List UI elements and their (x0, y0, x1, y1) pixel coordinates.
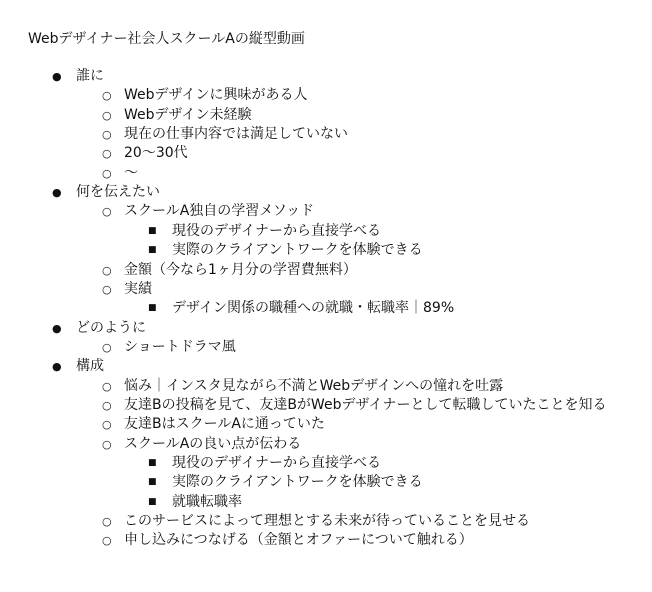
outline-item-text: 実績 (124, 280, 152, 297)
outline-item-level-1 (52, 67, 104, 86)
outline-item-text: 誰に (76, 68, 104, 84)
outline-item-level-3 (148, 222, 382, 241)
bullet-marker: ○ (102, 89, 112, 103)
outline-item-level-2 (102, 415, 325, 434)
outline-item-level-2 (102, 202, 315, 221)
outline-item-text: ショートドラマ風 (124, 338, 236, 355)
outline-item-level-1 (52, 319, 146, 338)
bullet-marker: ○ (102, 515, 112, 529)
bullet-marker: ○ (102, 379, 112, 393)
bullet-marker: ○ (102, 147, 112, 161)
outline-item-text: 現役のデザイナーから直接学べる (172, 222, 382, 239)
document-title: Webデザイナー社会人スクールAの縦型動画 (28, 31, 305, 47)
outline-item-text: 20〜30代 (124, 145, 188, 162)
bullet-marker: ● (52, 360, 62, 374)
outline-item-text: 現在の仕事内容では満足していない (124, 126, 348, 143)
bullet-marker: ○ (102, 166, 112, 180)
bullet-marker: ■ (148, 245, 157, 256)
outline-item-text: 友達Bの投稿を見て、友達BがWebデザイナーとして転職していたことを知る (124, 396, 607, 413)
outline-item-text: 現役のデザイナーから直接学べる (172, 455, 382, 471)
outline-item-level-2 (102, 144, 188, 163)
bullet-marker: ● (52, 321, 62, 335)
bullet-marker: ○ (102, 340, 112, 354)
bullet-marker: ○ (102, 108, 112, 122)
outline-item-level-2 (102, 261, 357, 280)
outline-item-text: Webデザインに興味がある人 (124, 87, 308, 104)
outline-item-level-2 (102, 106, 252, 125)
bullet-marker: ■ (148, 458, 157, 468)
outline-item-level-3 (148, 493, 242, 512)
bullet-marker: ○ (102, 534, 112, 548)
outline-item-level-2 (102, 86, 308, 105)
bullet-marker: ■ (148, 303, 157, 314)
bullet-marker: ○ (102, 205, 112, 219)
bullet-marker: ■ (148, 477, 157, 488)
outline-item-text: デザイン関係の職種への就職・転職率｜89% (172, 300, 455, 317)
outline-item-text: 構成 (76, 358, 104, 375)
outline-item-level-1 (52, 357, 104, 376)
outline-item-level-2 (102, 125, 348, 144)
outline-item-level-3 (148, 454, 382, 473)
outline-item-level-2 (102, 396, 607, 415)
outline-item-level-2 (102, 338, 236, 357)
outline-item-text: 実際のクライアントワークを体験できる (172, 474, 423, 491)
outline-item-level-2 (102, 512, 530, 531)
outline-item-level-2 (102, 164, 138, 183)
outline-item-text: 申し込みにつなげる（金額とオファーについて触れる） (124, 532, 473, 549)
outline-item-level-3 (148, 473, 423, 492)
outline-item-text: Webデザイン未経験 (124, 106, 252, 123)
outline-item-level-2 (102, 377, 504, 396)
bullet-marker: ● (52, 70, 62, 83)
outline-item-text: 〜 (124, 164, 138, 181)
bullet-marker: ○ (102, 128, 112, 142)
outline-item-text: どのように (76, 319, 146, 336)
bullet-marker: ○ (102, 282, 112, 296)
outline-item-text: 実際のクライアントワークを体験できる (172, 242, 423, 259)
bullet-marker: ● (52, 186, 62, 200)
bullet-marker: ○ (102, 263, 112, 277)
outline-item-text: 友達BはスクールAに通っていた (124, 416, 325, 433)
outline-item-text: 金額（今なら1ヶ月分の学習費無料） (124, 261, 357, 278)
bullet-marker: ■ (148, 496, 157, 507)
outline-item-text: スクールA独自の学習メソッド (124, 203, 315, 220)
outline-item-text: 悩み｜インスタ見ながら不満とWebデザインへの憧れを吐露 (124, 377, 504, 394)
outline-item-text: 何を伝えたい (76, 184, 160, 201)
outline-item-level-3 (148, 241, 423, 260)
bullet-marker: ○ (102, 437, 112, 451)
outline-item-level-2 (102, 435, 302, 454)
bullet-marker: ■ (148, 225, 157, 236)
outline-item-text: 就職転職率 (172, 493, 242, 510)
bullet-marker: ○ (102, 418, 112, 432)
outline-item-text: このサービスによって理想とする未来が待っていることを見せる (124, 513, 530, 530)
outline-item-level-1 (52, 183, 160, 202)
outline-item-text: スクールAの良い点が伝わる (124, 435, 302, 452)
bullet-marker: ○ (102, 398, 112, 412)
outline-item-level-2 (102, 280, 152, 299)
outline-item-level-2 (102, 531, 473, 550)
outline-item-level-3 (148, 299, 455, 318)
